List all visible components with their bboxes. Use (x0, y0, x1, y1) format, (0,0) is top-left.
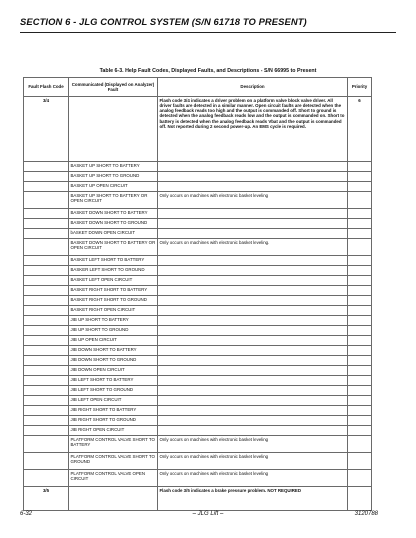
priority-cell: 6 (348, 97, 372, 162)
description-cell (158, 316, 348, 326)
description-cell (158, 209, 348, 219)
priority-cell (348, 306, 372, 316)
table-row (24, 336, 372, 346)
header-rule (20, 32, 396, 33)
fault-flash-code-cell (24, 356, 69, 366)
description-cell: Flash code 3/5 indicates a brake pressure problem. NOT REQUIRED (158, 487, 348, 511)
priority-cell (348, 356, 372, 366)
table-row (24, 453, 372, 470)
communicated-fault-cell: BASKET DOWN SHORT TO BATTERY OR OPEN CIRCUIT (69, 239, 158, 256)
communicated-fault-cell: BASKET LEFT SHORT TO BATTERY (69, 256, 158, 266)
description-cell (158, 336, 348, 346)
description-cell: Only occurs on machines with electronic basket leveling (158, 470, 348, 487)
communicated-fault-cell: PLATFORM CONTROL VALVE SHORT TO GROUND (69, 453, 158, 470)
fault-flash-code-cell: 3/4 (24, 97, 69, 162)
fault-flash-code-cell (24, 453, 69, 470)
fault-code-table (23, 77, 372, 511)
communicated-fault-cell: JIB DOWN SHORT TO BATTERY (69, 346, 158, 356)
fault-flash-code-cell (24, 306, 69, 316)
fault-flash-code-cell (24, 470, 69, 487)
communicated-fault-cell: JIB UP SHORT TO GROUND (69, 326, 158, 336)
fault-flash-code-cell (24, 286, 69, 296)
fault-flash-code-cell (24, 386, 69, 396)
description-cell (158, 286, 348, 296)
description-cell (158, 306, 348, 316)
description-cell (158, 426, 348, 436)
communicated-fault-cell: BASKET RIGHT SHORT TO BATTERY (69, 286, 158, 296)
col-header-fault-flash-code: Fault Flash Code (24, 78, 69, 97)
priority-cell (348, 416, 372, 426)
description-cell (158, 416, 348, 426)
table-row (24, 97, 372, 162)
priority-cell (348, 336, 372, 346)
col-header-communicated-fault: Communicated (Displayed on Analyzer) Fault (69, 78, 158, 97)
communicated-fault-cell: JIB RIGHT OPEN CIRCUIT (69, 426, 158, 436)
description-cell: Only occurs on machines with electronic basket leveling (158, 192, 348, 209)
fault-flash-code-cell (24, 336, 69, 346)
communicated-fault-cell: bASKET DOWN OPEN CIRCUIT (69, 229, 158, 239)
priority-cell (348, 376, 372, 386)
document-number: 3120788 (354, 511, 378, 517)
description-cell (158, 162, 348, 172)
description-cell: Flash code 3/4 indicates a driver problem on a platform valve block valve driver. All driver faults are detected in a similar manner. Open circuit faults are detected when the analog feedback reads too high and the output is commanded off. Short to ground is detected when the analog feedback reads low and the output is commanded on. Short to battery is detected when the analog feedback reads Vbat and the output is commanded off. Not reported during 2 second power-up. An EMS cycle is required. (158, 97, 348, 162)
table-row (24, 386, 372, 396)
table-row (24, 162, 372, 172)
priority-cell (348, 386, 372, 396)
priority-cell (348, 436, 372, 453)
priority-cell (348, 172, 372, 182)
description-cell (158, 366, 348, 376)
fault-flash-code-cell (24, 192, 69, 209)
communicated-fault-cell: JIB LEFT OPEN CIRCUIT (69, 396, 158, 406)
priority-cell (348, 316, 372, 326)
table-row (24, 239, 372, 256)
table-row (24, 396, 372, 406)
fault-flash-code-cell (24, 426, 69, 436)
table-row (24, 172, 372, 182)
priority-cell (348, 182, 372, 192)
table-row (24, 276, 372, 286)
description-cell: Only occurs on machines with electronic basket leveling. (158, 239, 348, 256)
communicated-fault-cell: BASKET UP SHORT TO GROUND (69, 172, 158, 182)
fault-flash-code-cell (24, 436, 69, 453)
fault-flash-code-cell (24, 239, 69, 256)
table-row (24, 356, 372, 366)
priority-cell (348, 286, 372, 296)
description-cell (158, 356, 348, 366)
table-row (24, 346, 372, 356)
fault-flash-code-cell (24, 406, 69, 416)
description-cell: Only occurs on machines with electronic basket leveling (158, 453, 348, 470)
fault-flash-code-cell (24, 296, 69, 306)
communicated-fault-cell: BASKET LEFT OPEN CIRCUIT (69, 276, 158, 286)
priority-cell (348, 192, 372, 209)
fault-flash-code-cell: 3/5 (24, 487, 69, 511)
fault-flash-code-cell (24, 276, 69, 286)
description-cell (158, 296, 348, 306)
fault-flash-code-cell (24, 346, 69, 356)
fault-flash-code-cell (24, 316, 69, 326)
table-row (24, 406, 372, 416)
page-number: 6-32 (20, 511, 33, 517)
footer-brand: – JLG Lift – (192, 511, 224, 517)
description-cell (158, 396, 348, 406)
description-cell (158, 276, 348, 286)
description-cell (158, 229, 348, 239)
description-cell: Only occurs on machines with electronic basket leveling (158, 436, 348, 453)
communicated-fault-cell: JIB UP OPEN CIRCUIT (69, 336, 158, 346)
communicated-fault-cell: BASKET UP SHORT TO BATTERY OR OPEN CIRCUIT (69, 192, 158, 209)
priority-cell (348, 219, 372, 229)
communicated-fault-cell: JIB LEFT SHORT TO BATTERY (69, 376, 158, 386)
description-cell (158, 406, 348, 416)
communicated-fault-cell: JIB RIGHT SHORT TO GROUND (69, 416, 158, 426)
priority-cell (348, 162, 372, 172)
communicated-fault-cell: BASKET DOWN SHORT TO BATTERY (69, 209, 158, 219)
priority-cell (348, 366, 372, 376)
priority-cell (348, 406, 372, 416)
priority-cell (348, 266, 372, 276)
fault-flash-code-cell (24, 229, 69, 239)
description-cell (158, 386, 348, 396)
priority-cell (348, 326, 372, 336)
table-caption: Table 6-3. Help Fault Codes, Displayed Faults, and Descriptions - S/N 66995 to Present (99, 68, 317, 74)
description-cell (158, 376, 348, 386)
communicated-fault-cell: BASKET RIGHT SHORT TO GROUND (69, 296, 158, 306)
table-row (24, 376, 372, 386)
fault-flash-code-cell (24, 416, 69, 426)
communicated-fault-cell: PLATFORM CONTROL VALVE SHORT TO BATTERY (69, 436, 158, 453)
priority-cell (348, 229, 372, 239)
table-row (24, 256, 372, 266)
table-row (24, 296, 372, 306)
fault-flash-code-cell (24, 256, 69, 266)
priority-cell (348, 276, 372, 286)
description-cell (158, 182, 348, 192)
description-cell (158, 256, 348, 266)
fault-flash-code-cell (24, 162, 69, 172)
fault-flash-code-cell (24, 366, 69, 376)
table-body (24, 97, 372, 511)
description-cell (158, 219, 348, 229)
communicated-fault-cell: BASKET UP SHORT TO BATTERY (69, 162, 158, 172)
section-title: SECTION 6 - JLG CONTROL SYSTEM (S/N 61718 TO PRESENT) (20, 16, 307, 27)
description-cell (158, 266, 348, 276)
communicated-fault-cell: JIB LEFT SHORT TO GROUND (69, 386, 158, 396)
communicated-fault-cell: PLATFORM CONTROL VALVE OPEN CIRCUIT (69, 470, 158, 487)
table-row (24, 436, 372, 453)
table-row (24, 182, 372, 192)
communicated-fault-cell (69, 97, 158, 162)
page-header (20, 16, 396, 33)
table-row (24, 416, 372, 426)
fault-flash-code-cell (24, 326, 69, 336)
fault-flash-code-cell (24, 172, 69, 182)
priority-cell (348, 453, 372, 470)
priority-cell (348, 426, 372, 436)
table-row (24, 366, 372, 376)
table-row (24, 219, 372, 229)
priority-cell (348, 256, 372, 266)
fault-flash-code-cell (24, 209, 69, 219)
priority-cell (348, 396, 372, 406)
description-cell (158, 346, 348, 356)
fault-flash-code-cell (24, 396, 69, 406)
priority-cell (348, 296, 372, 306)
fault-flash-code-cell (24, 182, 69, 192)
table-row (24, 266, 372, 276)
table-row (24, 426, 372, 436)
communicated-fault-cell: BASKET DOWN SHORT TO GROUND (69, 219, 158, 229)
priority-cell (348, 209, 372, 219)
table-row (24, 306, 372, 316)
communicated-fault-cell: BASKER LEFT SHORT TO GROUND (69, 266, 158, 276)
communicated-fault-cell: JIB DOWN SHORT TO GROUND (69, 356, 158, 366)
table-row (24, 487, 372, 511)
communicated-fault-cell: JIB DOWN OPEN CIRCUIT (69, 366, 158, 376)
fault-flash-code-cell (24, 266, 69, 276)
table-header-row (24, 78, 372, 97)
table-row (24, 470, 372, 487)
table-row (24, 286, 372, 296)
priority-cell (348, 346, 372, 356)
communicated-fault-cell: BASKET RIGHT OPEN CIRCUIT (69, 306, 158, 316)
priority-cell (348, 239, 372, 256)
description-cell (158, 172, 348, 182)
communicated-fault-cell: BASKET UP OPEN CIRCUIT (69, 182, 158, 192)
col-header-priority: Priority (348, 78, 372, 97)
fault-flash-code-cell (24, 376, 69, 386)
table-row (24, 316, 372, 326)
priority-cell (348, 470, 372, 487)
communicated-fault-cell (69, 487, 158, 511)
communicated-fault-cell: JIB UP SHORT TO BATTERY (69, 316, 158, 326)
table-row (24, 209, 372, 219)
description-cell (158, 326, 348, 336)
col-header-description: Description (158, 78, 348, 97)
fault-flash-code-cell (24, 219, 69, 229)
priority-cell (348, 487, 372, 511)
table-row (24, 192, 372, 209)
communicated-fault-cell: JIB RIGHT SHORT TO BATTERY (69, 406, 158, 416)
table-row (24, 229, 372, 239)
table-row (24, 326, 372, 336)
